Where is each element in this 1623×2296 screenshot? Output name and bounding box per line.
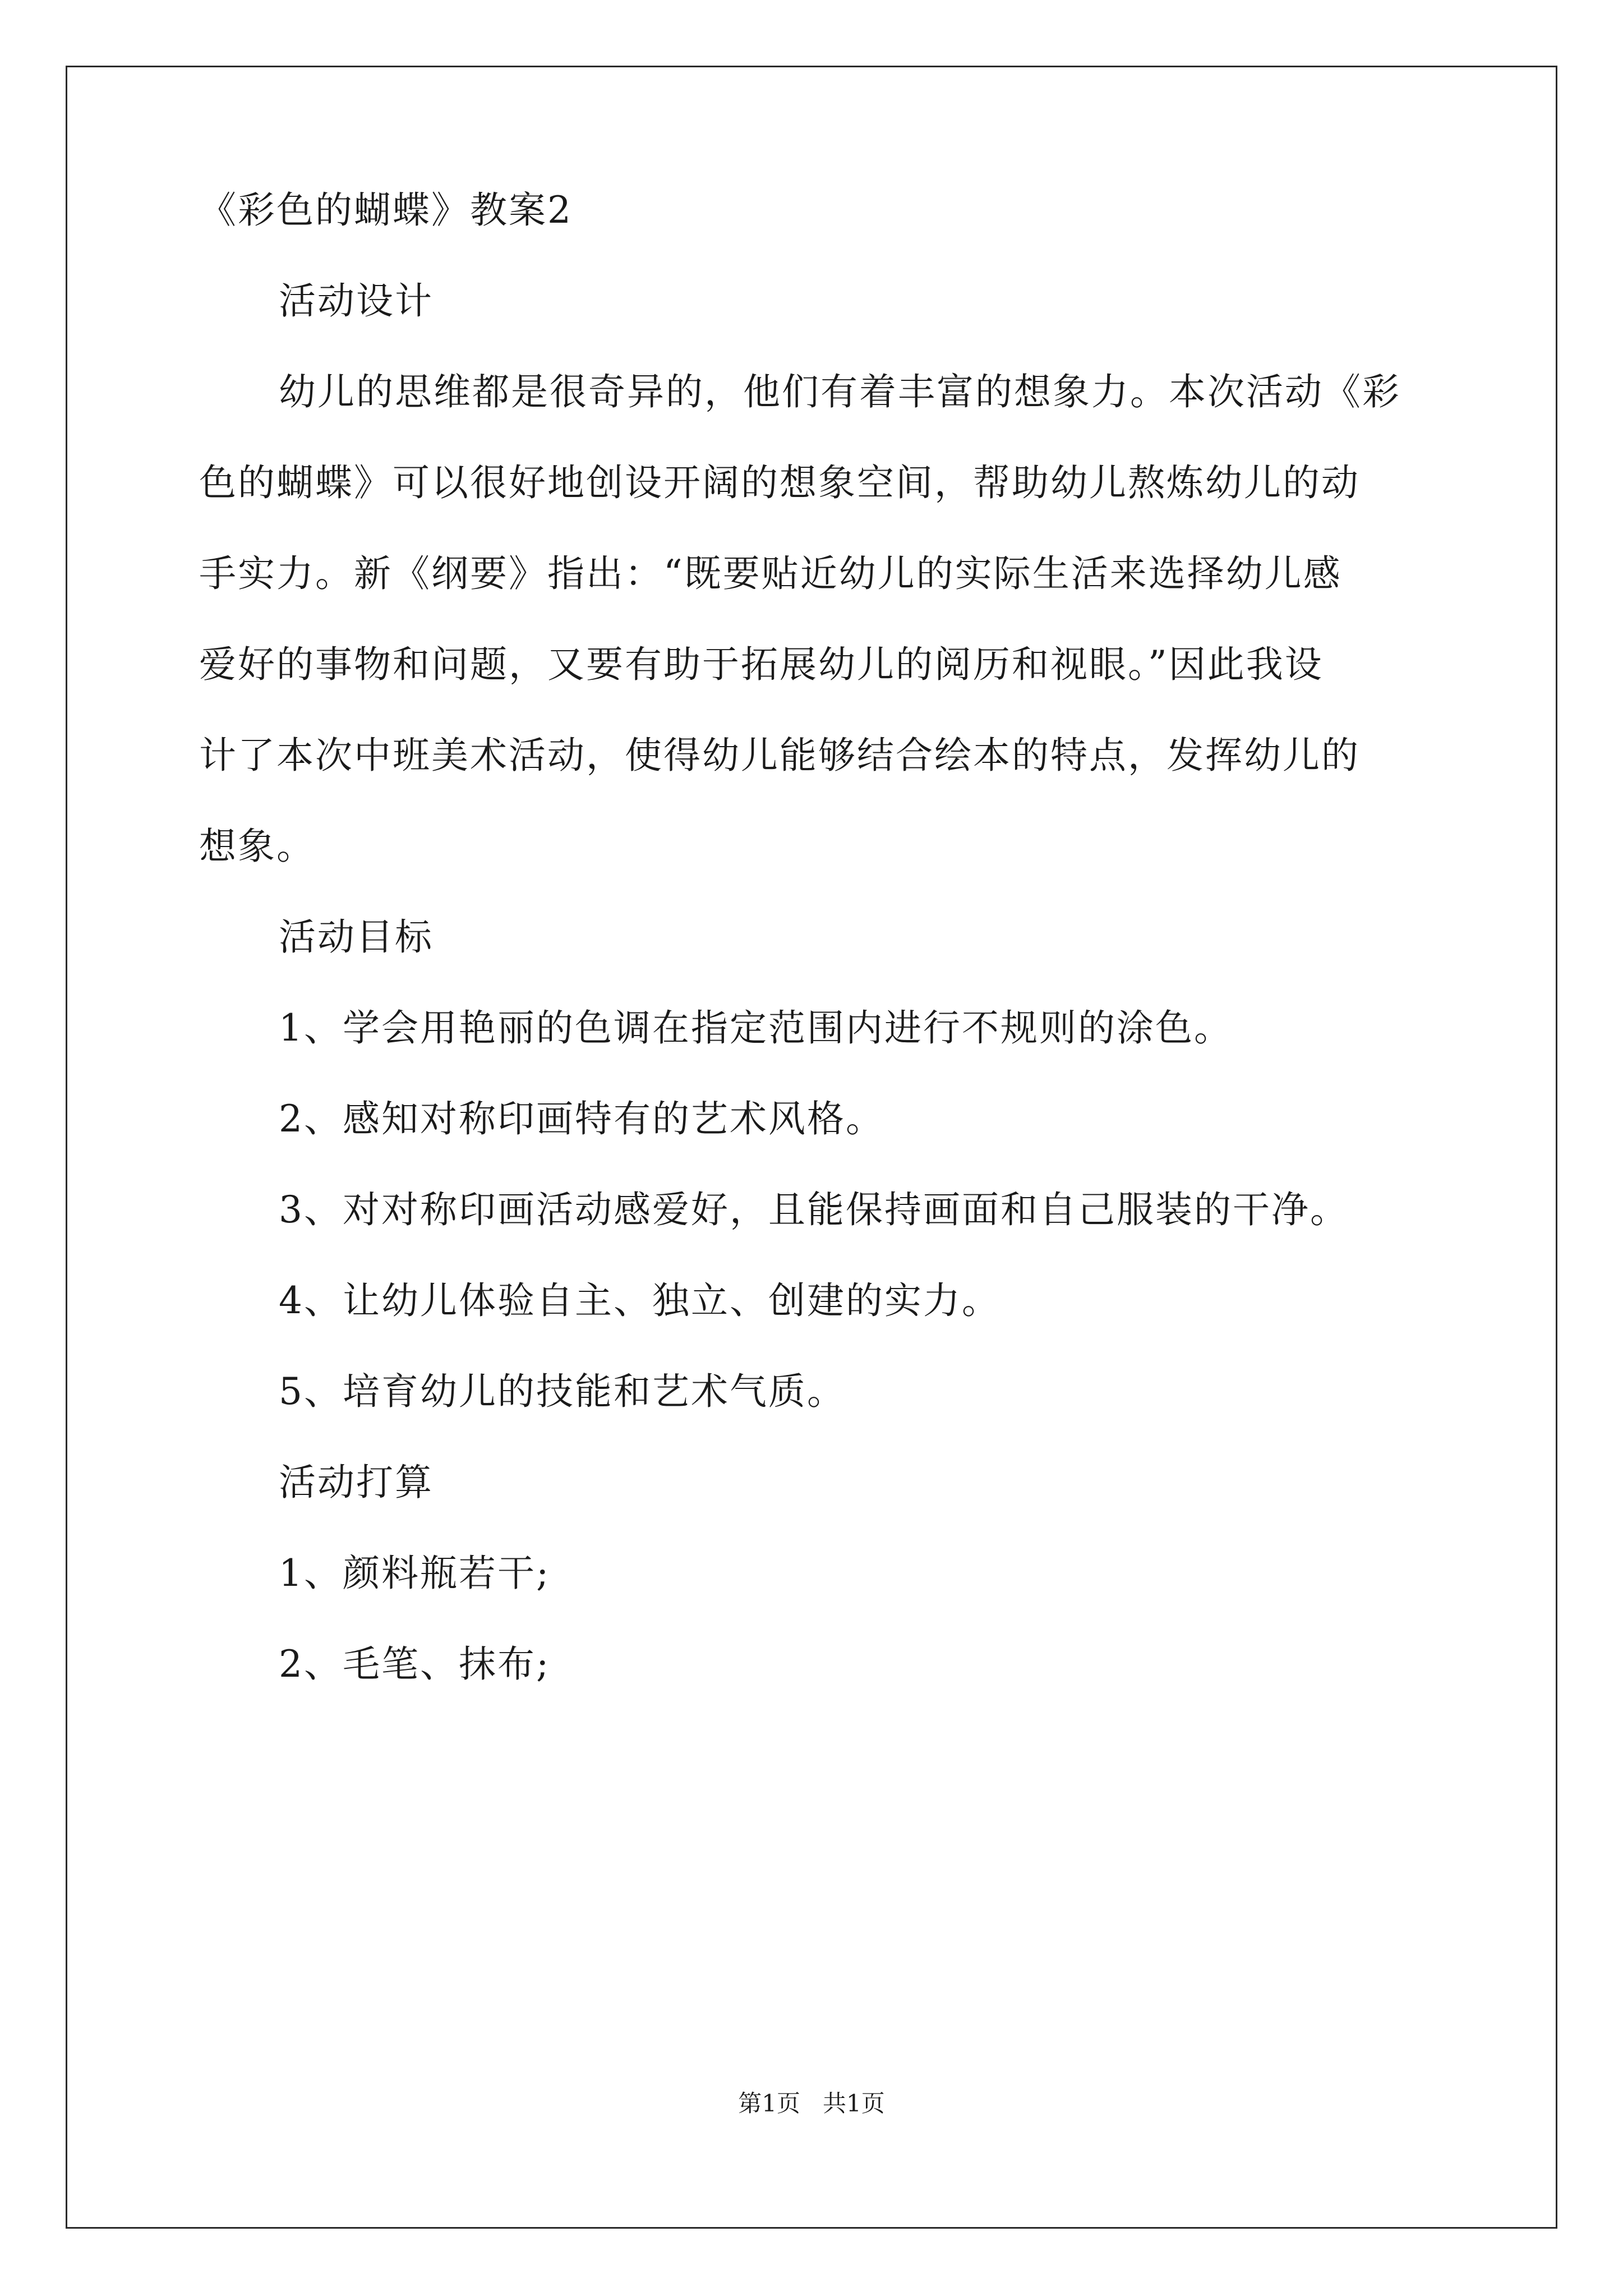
paragraph-line: 色的蝴蝶》可以很好地创设开阔的想象空间，帮助幼儿熬炼幼儿的动 bbox=[199, 461, 1360, 504]
prep-item: 1、颜料瓶若干; bbox=[279, 1552, 551, 1595]
design-paragraph bbox=[199, 367, 1433, 872]
section-heading-goals: 活动目标 bbox=[279, 915, 434, 959]
goal-item: 2、感知对称印画特有的艺术风格。 bbox=[279, 1097, 884, 1140]
goal-item: 3、对对称印画活动感爱好，且能保持画面和自己服装的干净。 bbox=[279, 1188, 1349, 1231]
page-footer bbox=[0, 2088, 1623, 2119]
paragraph-line: 爱好的事物和问题，又要有助于拓展幼儿的阅历和视眼。”因此我设 bbox=[199, 643, 1324, 686]
page-total: 共1页 bbox=[823, 2090, 885, 2117]
section-heading-prep: 活动打算 bbox=[279, 1461, 434, 1504]
document-title: 《彩色的蝴蝶》教案2 bbox=[199, 188, 573, 232]
page-number: 第1页 bbox=[738, 2090, 800, 2117]
goal-item: 1、学会用艳丽的色调在指定范围内进行不规则的涂色。 bbox=[279, 1006, 1233, 1050]
paragraph-line: 计了本次中班美术活动，使得幼儿能够结合绘本的特点，发挥幼儿的 bbox=[199, 734, 1360, 777]
document-body bbox=[199, 185, 1433, 1690]
section-heading-design: 活动设计 bbox=[279, 279, 434, 323]
prep-item: 2、毛笔、抹布; bbox=[279, 1642, 551, 1686]
paragraph-line: 幼儿的思维都是很奇异的，他们有着丰富的想象力。本次活动《彩 bbox=[279, 370, 1401, 413]
paragraph-line: 手实力。新《纲要》指出：“既要贴近幼儿的实际生活来选择幼儿感 bbox=[199, 552, 1342, 595]
goal-item: 4、让幼儿体验自主、独立、创建的实力。 bbox=[279, 1279, 1000, 1322]
paragraph-line: 想象。 bbox=[199, 825, 315, 868]
goal-item: 5、培育幼儿的技能和艺术气质。 bbox=[279, 1370, 846, 1413]
